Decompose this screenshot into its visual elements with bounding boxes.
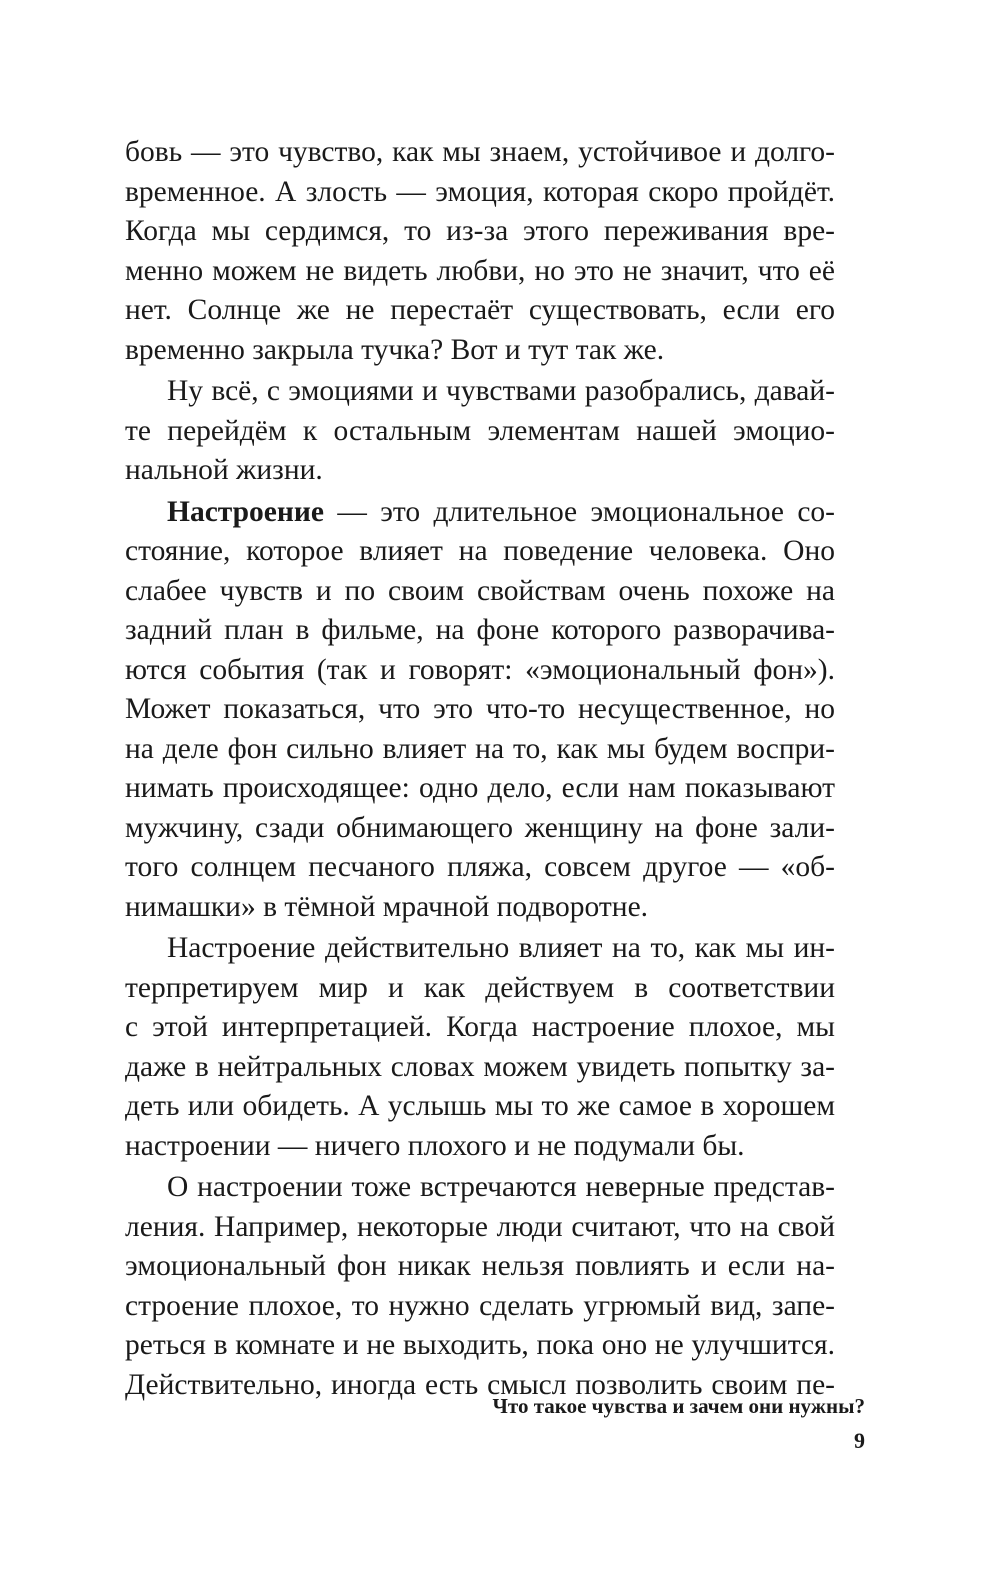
text-line: слабее чувств и по своим свойствам очень похоже на bbox=[125, 574, 835, 607]
body-text bbox=[125, 133, 835, 1405]
text-line: нальной жизни. bbox=[125, 454, 323, 486]
text-line bbox=[125, 493, 835, 533]
text-line: нимашки» в тёмной мрачной подворотне. bbox=[125, 890, 649, 923]
text-line: Действительно, иногда есть смысл позволить своим пе- bbox=[125, 1368, 835, 1401]
text-line: ются события (так и говорят: «эмоциональный фон»). bbox=[125, 653, 835, 686]
text-line: Может показаться, что это что-то несущественное, но bbox=[125, 693, 835, 725]
text-line: те перейдём к остальным элементам нашей эмоцио- bbox=[125, 414, 835, 447]
text-line: нимать происходящее: одно дело, если нам показывают bbox=[125, 772, 835, 804]
text-line: мужчину, сзади обнимающего женщину на фоне зали- bbox=[125, 811, 835, 844]
term-heading: Настроение bbox=[167, 495, 324, 528]
text-line: бовь — это чувство, как мы знаем, устойчивое и долго- bbox=[125, 136, 835, 168]
text-line: О настроении тоже встречаются неверные представ- bbox=[167, 1171, 835, 1203]
text-line: временно закрыла тучка? Вот и тут так же. bbox=[125, 333, 665, 366]
term-definition: — это длительное эмоциональное со- bbox=[323, 495, 835, 528]
text-line: Когда мы сердимся, то из-за этого переживания вре- bbox=[125, 215, 835, 247]
text-line: временное. А злость — эмоция, которая скоро пройдёт. bbox=[125, 175, 835, 208]
text-line: задний план в фильме, на фоне которого разворачива- bbox=[125, 614, 835, 646]
text-line: менно можем не видеть любви, но это не значит, что её bbox=[125, 254, 835, 287]
running-footer-title: Что такое чувства и зачем они нужны? bbox=[492, 1394, 865, 1418]
text-line: Ну всё, с эмоциями и чувствами разобрались, давай- bbox=[167, 375, 835, 407]
text-line: на деле фон сильно влияет на то, как мы будем воспри- bbox=[125, 732, 835, 765]
text-line: строение плохое, то нужно сделать угрюмый вид, запе- bbox=[125, 1289, 835, 1322]
text-line: ления. Например, некоторые люди считают, что на свой bbox=[125, 1210, 835, 1243]
text-line: того солнцем песчаного пляжа, совсем другое — «об- bbox=[125, 851, 835, 883]
text-line: настроении — ничего плохого и не подумали бы. bbox=[125, 1129, 745, 1162]
text-line: эмоциональный фон никак нельзя повлиять и если на- bbox=[125, 1250, 835, 1282]
text-line: Настроение действительно влияет на то, как мы ин- bbox=[167, 932, 835, 964]
text-line: нет. Солнце же не перестаёт существовать, если его bbox=[125, 294, 835, 326]
text-line: стояние, которое влияет на поведение человека. Оно bbox=[125, 535, 835, 567]
text-line: реться в комнате и не выходить, пока оно не улучшится. bbox=[125, 1329, 835, 1361]
text-line: даже в нейтральных словах можем увидеть попытку за- bbox=[125, 1050, 835, 1083]
page-number: 9 bbox=[854, 1428, 865, 1453]
text-line: с этой интерпретацией. Когда настроение плохое, мы bbox=[125, 1011, 835, 1043]
text-line: деть или обидеть. А услышь мы то же самое в хорошем bbox=[125, 1090, 835, 1122]
text-line: терпретируем мир и как действуем в соответствии bbox=[125, 971, 835, 1004]
